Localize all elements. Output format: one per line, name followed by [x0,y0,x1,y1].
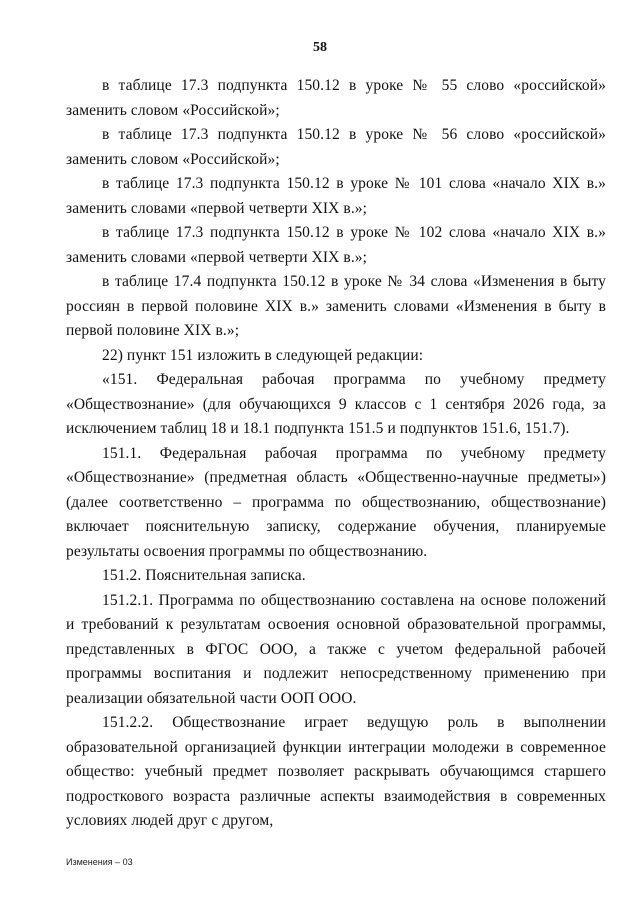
paragraph: в таблице 17.4 подпункта 150.12 в уроке № 34 слова «Изменения в быту россиян в первой половине XIX в.» заменить словами «Изменения в быту в первой половине XIX в.»; [66,273,606,339]
paragraph: «151. Федеральная рабочая программа по учебному предмету «Обществознание» (для обучающихся 9 классов с 1 сентября 2026 года, за исключением таблиц 18 и 18.1 подпункта 151.5 и подпунктов 151.6, 151.7). [66,371,606,437]
paragraph: в таблице 17.3 подпункта 150.12 в уроке № 102 слова «начало XIX в.» заменить словами «первой четверти XIX в.»; [66,224,606,266]
paragraph: 151.2.1. Программа по обществознанию составлена на основе положений и требований к результатам освоения основной образовательной программы, представленных в ФГОС ООО, а также с учетом федеральной рабочей программы воспитания и подлежит непосредственному применению при реализации обязательной части ООП ООО. [66,591,606,707]
paragraph: в таблице 17.3 подпункта 150.12 в уроке № 101 слова «начало XIX в.» заменить словами «первой четверти XIX в.»; [66,175,606,217]
footer-note: Изменения – 03 [66,857,133,867]
paragraph: 151.2.2. Обществознание играет ведущую роль в выполнении образовательной организацией функции интеграции молодежи в современное общество: учебный предмет позволяет раскрывать обучающимся старшего подросткового возраста различные аспекты взаимодействия в современных условиях людей друг с другом, [66,714,606,829]
body-text [66,74,606,834]
paragraph: в таблице 17.3 подпункта 150.12 в уроке № 55 слово «российской» заменить словом «Российской»; [66,77,606,119]
paragraph: 151.2. Пояснительная записка. [102,567,306,584]
page-number: 58 [313,40,327,55]
paragraph: 151.1. Федеральная рабочая программа по учебному предмету «Обществознание» (предметная область «Общественно-научные предметы») (далее соответственно – программа по обществознанию, обществознание) включает пояснительную записку, содержание обучения, планируемые результаты освоения программы по обществознанию. [66,444,606,560]
paragraph: в таблице 17.3 подпункта 150.12 в уроке № 56 слово «российской» заменить словом «Российской»; [66,126,606,168]
paragraph: 22) пункт 151 изложить в следующей редакции: [102,346,424,364]
